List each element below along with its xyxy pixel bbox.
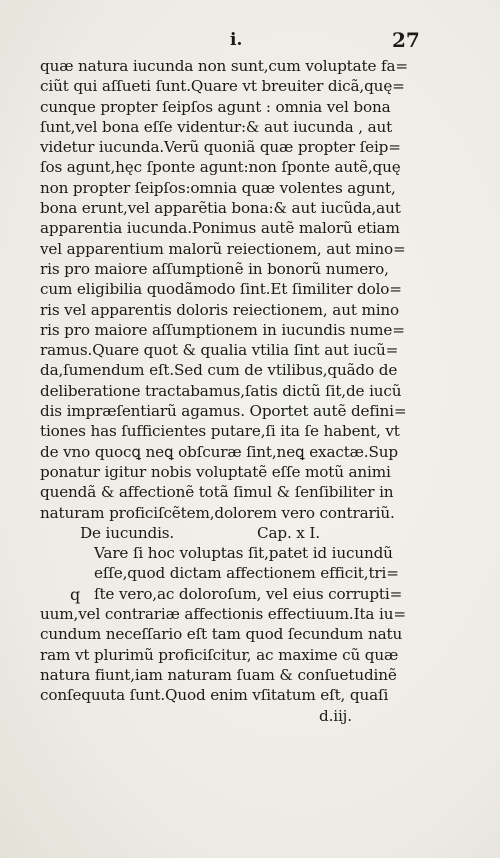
text-line: cum eligibilia quodãmodo ſint.Et ſimiliter dolo=: [40, 280, 402, 299]
paragraph-bottom: [40, 604, 412, 705]
text-line: ramus.Quare quot & qualia vtilia ſint aut iucũ=: [40, 341, 399, 360]
text-line: ſunt,vel bona eſſe videntur:& aut iucunda , aut: [40, 117, 393, 136]
text-line: da,ſumendum eſt.Sed cum de vtilibus,quãdo de: [40, 361, 398, 380]
text-line: ciũt qui aſſueti ſunt.Quare vt breuiter dicã,quę=: [40, 77, 405, 96]
text-line: non propter ſeipſos:omnia quæ volentes agunt,: [40, 178, 396, 197]
text-block: [40, 56, 412, 726]
guide-letter: q: [70, 585, 81, 604]
text-line: ris vel apparentis doloris reiectionem, aut mino: [40, 300, 400, 319]
text-line: ram vt plurimũ proficiſcitur, ac maxime cũ quæ: [40, 645, 399, 664]
signature-mark-bottom: d.iij.: [319, 706, 352, 725]
text-line: naturam proficiſcẽtem,dolorem vero contrariũ.: [40, 503, 395, 522]
signature-mark: i.: [230, 30, 243, 50]
text-line: ſte vero,ac doloroſum, vel eius corrupti=: [94, 584, 403, 603]
text-line: ris pro maiore aſſumptionem in iucundis nume=: [40, 320, 405, 339]
text-line: ris pro maiore aſſumptionẽ in bonorũ numero,: [40, 259, 389, 278]
text-line: videtur iucunda.Verũ quoniã quæ propter ſeip=: [40, 138, 401, 157]
page-header: [0, 30, 500, 54]
text-line: cunque propter ſeipſos agunt : omnia vel bona: [40, 97, 391, 116]
text-line: natura fiunt,iam naturam ſuam & conſuetudinẽ: [40, 665, 397, 684]
text-line: quæ natura iucunda non sunt,cum voluptate fa=: [40, 57, 408, 75]
text-line: Vare ſi hoc voluptas ſit,patet id iucundũ: [94, 544, 393, 563]
text-line: bona erunt,vel apparẽtia bona:& aut iucũda,aut: [40, 199, 401, 218]
text-line: ponatur igitur nobis voluptatẽ eſſe motũ animi: [40, 462, 391, 481]
text-line: uum,vel contrariæ affectionis effectiuum.Ita iu=: [40, 605, 406, 624]
text-line: apparentia iucunda.Ponimus autẽ malorũ etiam: [40, 219, 400, 238]
paragraph-indented: [40, 543, 412, 604]
text-line: conſequuta ſunt.Quod enim vſitatum eſt, quaſi: [40, 686, 389, 705]
text-line: eſſe,quod dictam affectionem efficit,tri=: [94, 564, 399, 583]
page-number: 27: [392, 28, 420, 52]
chapter-heading: [40, 523, 412, 543]
text-line: quendã & affectionẽ totã ſimul & ſenſibiliter in: [40, 483, 394, 502]
text-line: cundum neceſſario eſt tam quod ſecundum natu: [40, 625, 403, 644]
text-line: dis impræſentiarũ agamus. Oportet autẽ defini=: [40, 402, 407, 421]
text-line: ſos agunt,hęc ſponte agunt:non ſponte autẽ,quę: [40, 158, 401, 177]
text-line: deliberatione tractabamus,ſatis dictũ ſit,de iucũ: [40, 381, 402, 400]
chapter-number: Cap. x I.: [257, 523, 320, 542]
text-line: vel apparentium malorũ reiectionem, aut mino=: [40, 239, 406, 258]
chapter-title: De iucundis.: [80, 523, 175, 542]
text-line: de vno quocꝗ neꝗ obſcuræ ſint,neꝗ exactæ.Sup: [40, 442, 398, 461]
paragraph-top: [40, 56, 412, 523]
text-line: tiones has ſufficientes putare,ſi ita ſe habent, vt: [40, 422, 400, 441]
